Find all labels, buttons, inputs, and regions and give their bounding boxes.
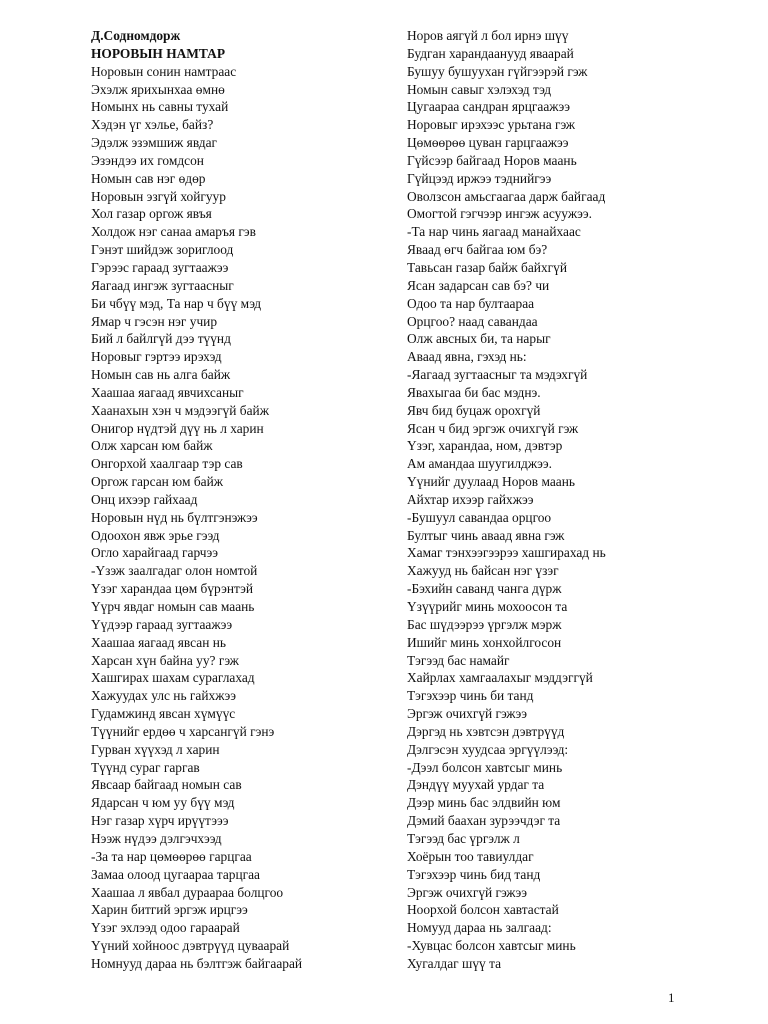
poem-line: Норовын нүд нь бүлтгэнэжээ — [91, 509, 258, 525]
poem-line: Үзүүрийг минь мохоосон та — [407, 599, 568, 614]
poem-line: Огло харайгаад гарчээ — [91, 545, 219, 561]
poem-line: Ишийг минь хонхойлгосон — [407, 634, 562, 650]
poem-line: Эдэлж эзэмшиж явдаг — [91, 135, 218, 151]
poem-line: Гэрээс гараад зугтаажээ — [91, 259, 229, 275]
poem-line: Замаа олоод цугаараа тарцгаа — [91, 866, 261, 882]
poem-line: Тэгэхээр чинь бид танд — [407, 866, 541, 882]
poem-line: Норов аягүй л бол ирнэ шүү — [407, 28, 569, 43]
poem-line: Гурван хүүхэд л харин — [91, 741, 220, 757]
poem-line: Түүнд сураг гаргав — [91, 759, 200, 775]
right-column — [407, 27, 737, 973]
poem-line: Үзэг, харандаа, ном, дэвтэр — [407, 438, 563, 454]
poem-line: -Үзэж заалгадаг олон номтой — [91, 563, 258, 579]
poem-line: -Дээл болсон хавтсыг минь — [407, 759, 563, 775]
poem-line: Ам амандаа шуугилджээ. — [407, 456, 552, 472]
poem-line: Онгорхой хаалгаар тэр сав — [91, 456, 243, 472]
poem-line: Омогтой гэгчээр ингэж асуужээ. — [407, 206, 592, 222]
poem-line: Хол газар оргож явъя — [91, 206, 212, 222]
poem-line: Норовыг гэртээ ирэхэд — [91, 349, 222, 365]
poem-line: Гүйсээр байгаад Норов маань — [407, 152, 577, 168]
poem-line: Гэнэт шийдэж зориглоод — [91, 242, 234, 258]
poem-line: Нэг газар хүрч ирүүтэээ — [91, 813, 229, 829]
poem-line: Одоохон явж эрье гээд — [91, 527, 220, 543]
poem-line: Харсан хүн байна уу? гэж — [91, 652, 239, 668]
poem-line: -Та нар чинь яагаад манайхаас — [407, 224, 581, 240]
poem-line: Хашгирах шахам сураглахад — [91, 670, 255, 686]
poem-line: Хугалдаг шүү та — [407, 955, 502, 971]
poem-line: Эргэж очихгүй гэжээ — [407, 884, 528, 900]
left-column-lines — [91, 63, 391, 973]
poem-line: Номын савыг хэлэхэд тэд — [407, 81, 552, 97]
poem-line: Дэргэд нь хэвтсэн дэвтрүүд — [407, 723, 565, 739]
poem-line: Хаашаа л явбал дураараа болцгоо — [91, 884, 284, 900]
poem-line: Гүйцээд иржээ тэднийгээ — [407, 170, 552, 186]
poem-line: Тавьсан газар байж байхгүй — [407, 259, 567, 275]
poem-line: Ясан задарсан сав бэ? чи — [407, 277, 550, 293]
poem-line: Хаанахын хэн ч мэдээгүй байж — [91, 402, 269, 418]
poem-line: Аваад явна, гэхэд нь: — [407, 349, 527, 365]
poem-line: Норовын эзгүй хойгуур — [91, 188, 226, 204]
poem-line: -Хувцас болсон хавтсыг минь — [407, 938, 576, 954]
poem-line: Цугаараа сандран ярцгаажээ — [407, 99, 571, 115]
poem-line: Номнууд дараа нь бэлтгэж байгаарай — [91, 955, 303, 971]
poem-line: Эзэндээ их гомдсон — [91, 152, 204, 168]
poem-line: Явсаар байгаад номын сав — [91, 777, 242, 793]
poem-line: Номын сав нэг өдөр — [91, 170, 206, 186]
poem-line: Үүний хойноос дэвтрүүд цуваарай — [91, 938, 290, 954]
poem-line: Ямар ч гэсэн нэг учир — [91, 313, 218, 329]
poem-line: Хаашаа яагаад явчихсаныг — [91, 384, 244, 400]
poem-line: Ясан ч бид эргэж очихгүй гэж — [407, 420, 579, 436]
poem-line: -Бушуул савандаа орцгоо — [407, 509, 552, 525]
poem-line: Түүнийг ердөө ч харсангүй гэнэ — [91, 723, 275, 739]
poem-line: -За та нар цөмөөрөө гарцгаа — [91, 848, 252, 864]
poem-line: Бас шүдээрээ үргэлж мэрж — [407, 616, 562, 632]
poem-line: Хажууд нь байсан нэг үзэг — [407, 563, 559, 579]
poem-line: Хоёрын тоо тавиулдаг — [407, 848, 534, 864]
poem-line: Дээр минь бас элдвийн юм — [407, 795, 561, 811]
left-column — [91, 27, 391, 973]
poem-line: Дэндүү муухай урдаг та — [407, 777, 545, 793]
poem-line: Дэлгэсэн хуудсаа эргүүлээд: — [407, 741, 569, 757]
poem-line: Номын сав нь алга байж — [91, 367, 231, 383]
poem-line: Онц ихээр гайхаад — [91, 491, 198, 507]
poem-line: Орцгоо? наад савандаа — [407, 313, 538, 329]
poem-line: Онигор нүдтэй дүү нь л харин — [91, 420, 264, 436]
author-name: Д.Содномдорж — [91, 28, 181, 43]
poem-line: Яагаад ингэж зугтаасныг — [91, 277, 234, 293]
poem-line: Олж авсных би, та нарыг — [407, 331, 551, 347]
poem-line: Цөмөөрөө цуван гарцгаажээ — [407, 135, 569, 151]
poem-line: -Бэхийн саванд чанга дүрж — [407, 581, 562, 597]
poem-line: Хамаг тэнхээгээрээ хашгирахад нь — [407, 545, 606, 561]
poem-line: Хаашаа яагаад явсан нь — [91, 634, 226, 650]
poem-line: Ядарсан ч юм уу бүү мэд — [91, 795, 235, 811]
poem-line: Бултыг чинь аваад явна гэж — [407, 527, 565, 543]
poem-line: Үүдээр гараад зугтаажээ — [91, 616, 233, 632]
poem-line: Дэмий баахан зурээчдэг та — [407, 813, 561, 829]
poem-line: Бушуу бушуухан гүйгээрэй гэж — [407, 63, 588, 79]
right-column-lines — [407, 27, 737, 973]
poem-line: Номынх нь савны тухай — [91, 99, 229, 115]
poem-line: Норовыг ирэхээс урьтана гэж — [407, 117, 576, 133]
poem-line: Үүрч явдаг номын сав маань — [91, 599, 255, 614]
poem-line: Норовын сонин намтраас — [91, 63, 237, 79]
poem-line: Хэдэн үг хэлье, байз? — [91, 117, 214, 133]
poem-line: Явч бид буцаж орохгүй — [407, 402, 541, 418]
page-number: 1 — [668, 990, 675, 1005]
poem-line: Хажуудах улс нь гайхжээ — [91, 688, 236, 704]
poem-line: Оргож гарсан юм байж — [91, 474, 224, 490]
poem-line: Ноорхой болсон хавтастай — [407, 902, 559, 918]
poem-line: Номууд дараа нь залгаад: — [407, 920, 552, 936]
poem-line: Тэгээд бас үргэлж л — [407, 830, 520, 846]
poem-line: Тэгэхээр чинь би танд — [407, 688, 534, 704]
poem-line: Бий л байлгүй дээ түүнд — [91, 331, 231, 347]
poem-line: Явахыгаа би бас мэднэ. — [407, 384, 541, 400]
poem-line: Оволзсон амьсгаагаа дарж байгаад — [407, 188, 606, 204]
poem-line: Айхтар ихээр гайхжээ — [407, 491, 534, 507]
poem-line: Харин битгий эргэж ирцгээ — [91, 902, 248, 918]
poem-line: Одоо та нар бултаараа — [407, 295, 535, 311]
poem-line: Эхэлж ярихынхаа өмнө — [91, 81, 225, 97]
poem-line: Үзэг эхлээд одоо гараарай — [91, 920, 240, 936]
poem-line: Үүнийг дуулаад Норов маань — [407, 474, 576, 490]
poem-line: Тэгээд бас намайг — [407, 652, 510, 668]
poem-line: Эргэж очихгүй гэжээ — [407, 706, 528, 722]
poem-line: Гудамжинд явсан хүмүүс — [91, 706, 236, 722]
poem-line: Үзэг харандаа цөм бүрэнтэй — [91, 581, 254, 597]
poem-line: Холдож нэг санаа амаръя гэв — [91, 224, 256, 240]
poem-line: -Яагаад зугтаасныг та мэдэхгүй — [407, 367, 588, 383]
poem-line: Хайрлах хамгаалахыг мэддэггүй — [407, 670, 593, 686]
poem-line: Будган харандаанууд яваарай — [407, 45, 574, 61]
poem-line: Нээж нүдээ дэлгэчхээд — [91, 830, 222, 846]
poem-line: Олж харсан юм байж — [91, 438, 213, 454]
poem-title: НОРОВЫН НАМТАР — [91, 45, 226, 61]
poem-line: Яваад өгч байгаа юм бэ? — [407, 242, 548, 258]
poem-line: Би чбүү мэд, Та нар ч бүү мэд — [91, 295, 262, 311]
